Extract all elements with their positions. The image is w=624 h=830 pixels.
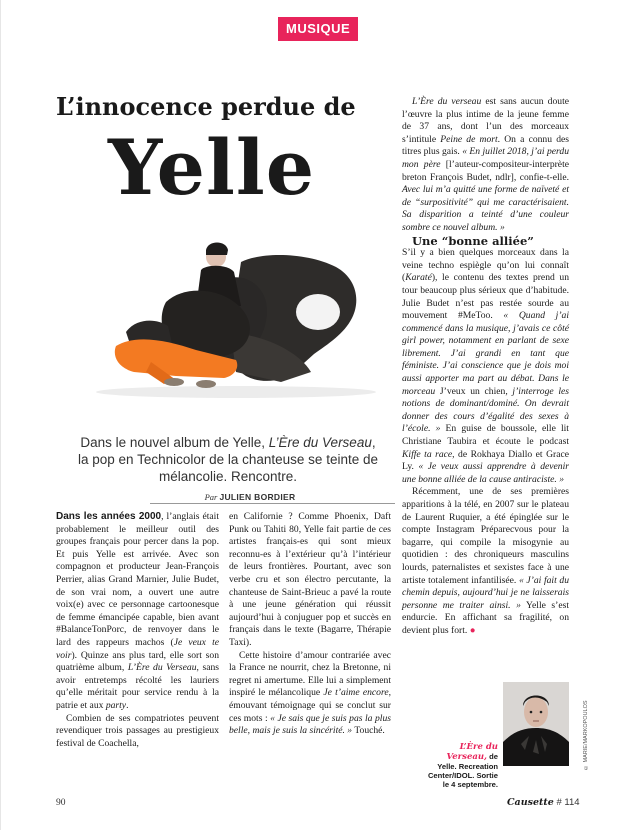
text: J’veux un chien — [435, 385, 506, 397]
lead-in: Dans les années 2000 — [56, 511, 162, 522]
photo-caption — [426, 742, 498, 789]
column-3 — [402, 96, 569, 638]
column-1 — [56, 511, 219, 750]
paragraph — [56, 511, 219, 713]
text-italic: party — [105, 699, 127, 711]
song-title: Je veux te voir — [56, 636, 219, 661]
paragraph: Combien de ses compatriotes peuvent revendiquer trois passages au prestigieux festival de Coachella, — [56, 712, 219, 749]
text: S’il y a bien quelques morceaux dans la veine techno espiègle qu’on lui connaît ( — [402, 247, 569, 284]
quote: « Quand j’ai commencé dans la musique, j’avais ce côté girl power, notamment en parlant de sexe librement. J’ai grandi en tant que féministe. J’ai conscience que je dois moi aussi apporter ma part au débat. Dans le morceau — [402, 310, 569, 397]
text: En guise de boussole, elle lit Christiane Taubira et écoute le podcast — [402, 423, 569, 448]
byline-rule — [150, 503, 395, 504]
photo-credit: © MARIE/MARKOPOULOS — [583, 700, 589, 770]
byline — [150, 492, 350, 502]
text: Touché. — [352, 725, 385, 737]
paragraph: en Californie ? Comme Phoenix, Daft Punk ou Tahiti 80, Yelle fait partie de ces artistes français-es qui sont mieux reconnu-es à l’extérieur qu’à l’intérieur de leurs frontières. Pourtant, avec son verbe cru et son électro percutante, la chanteuse de Saint-Brieuc a pavé la route à une jeune génération qui réussit aujourd’hui à conjuguer pop et succès en français dans le texte (Bagarre, Thérapie Taxi). — [229, 511, 391, 648]
album-cover-photo — [503, 682, 569, 766]
text: ), le contenu des textes prend un tour beaucoup plus sérieux que d’habitude. Julie Budet n’est pas restée sourde au mouvement #MeToo. — [402, 272, 569, 322]
text: . — [126, 699, 129, 711]
text: Cette histoire d’amour contrariée avec la France ne nourrit, chez la Bretonne, ni regret ni amertume. Elle lui a simplement inspiré le mélancolique — [229, 649, 391, 699]
text: , sans avoir entretemps récolté les lauriers qu’elle méritait pour service rendu à la patrie et aux — [56, 662, 219, 711]
paragraph — [402, 486, 569, 637]
headline-line2: Yelle — [108, 123, 316, 212]
podcast-title: Kiffe ta race — [402, 448, 453, 460]
caption-body: de Yelle. Recreation Center/IDOL. Sortie le 4 septembre. — [427, 752, 498, 789]
quote: , j’interroge les notions de dominant/dominé. On devrait donner des cours d’égalité des sexes à l’école. » — [402, 385, 569, 435]
issue-number: # 114 — [556, 797, 580, 808]
song-title: Peine de mort — [440, 133, 498, 145]
deck-part2: , la pop en Technicolor de la chanteuse se teinte de mélancolie. Rencontre. — [78, 435, 378, 484]
section-rubric: MUSIQUE — [278, 17, 358, 41]
paragraph — [229, 650, 391, 738]
text: est sans aucun doute l’œuvre la plus intime de la jeune femme de 37 ans, dont l’un des morceaux s’intitule — [402, 96, 569, 145]
text: Récemment, une de ses premières apparitions à la télé, en 2007 sur le plateau de Laurent Ruquier, a été épinglée sur le compte Instagram Préparecvous pour la bagarre, qui compile la misogynie au quotidien : des chroniqueurs masculins lourds, paternalistes et sexistes face à une artiste totalement infantilisée. — [402, 486, 569, 586]
text: , l’anglais était probablement le meilleur outil des groupes français pour percer dans la pop. Et puis Yelle est arrivée. Avec son compagnon et producteur Jean-François Perrier, alias Grand Marnier, Julie Budet, de son vrai nom, a ouvert une autre voix(e) avec ce personnage cartoonesque de femme émancipée capable, bien avant #BalanceTonPorc, de renvoyer dans le lard des rappeurs machos ( — [56, 511, 219, 648]
paragraph — [402, 247, 569, 486]
quote: « En juillet 2018, j’ai perdu mon père — [402, 146, 569, 170]
deck-part1: Dans le nouvel album de Yelle, — [80, 435, 269, 450]
text: , émouvant témoignage qui se conclut sur ces mots : — [229, 687, 391, 724]
column-2 — [229, 511, 391, 738]
quote: « Je veux aussi apprendre à devenir une bonne alliée de la cause antiraciste. » — [402, 461, 569, 485]
album-title: L’Ère du verseau — [412, 96, 482, 107]
text: ). Quinze ans plus tard, elle sort son quatrième album, — [56, 649, 219, 674]
caption-title: L’Ère du Verseau, — [446, 742, 498, 762]
end-mark-icon: ● — [469, 624, 476, 636]
paragraph — [402, 96, 569, 235]
text: , de Rokhaya Diallo et Grace Ly. — [402, 448, 569, 473]
song-title: Je t’aime encore — [323, 687, 389, 699]
byline-author: JULIEN BORDIER — [219, 492, 296, 502]
text: . On a connu des titres plus gais. — [402, 133, 569, 158]
magazine-footer — [507, 797, 580, 808]
text: [l’auteur-compositeur-interprète breton François Budet, ndlr], confie-t-elle. — [402, 158, 569, 183]
deck-album: L’Ère du Verseau — [268, 435, 372, 450]
main-photo — [56, 222, 396, 420]
headline-line1: L’innocence perdue de — [56, 92, 356, 121]
quote: « J’ai fait du chemin depuis, aujourd’hui je ne laisserais personne me traiter ainsi. » — [402, 574, 570, 611]
text: Yelle s’est endurcie. En affichant sa fragilité, on devient plus fort. — [402, 599, 569, 636]
subheading: Une “bonne alliée” — [412, 233, 534, 248]
deck-paragraph — [74, 434, 382, 485]
byline-prefix: Par — [204, 492, 218, 502]
quote: Avec lui m’a quitté une forme de naïveté et de “surpositivité” qui me caractérisaient. Sa disparition a teinté d’une couleur sombre ce nouvel album. » — [402, 184, 569, 233]
album-title: L’Ère du Verseau — [127, 662, 197, 674]
quote: « Je sais que je suis pas la plus belle, mais je suis la sincérité. » — [229, 712, 391, 737]
page-number: 90 — [56, 798, 66, 808]
song-title: Karaté — [405, 272, 432, 284]
magazine-name: Causette — [507, 797, 554, 808]
